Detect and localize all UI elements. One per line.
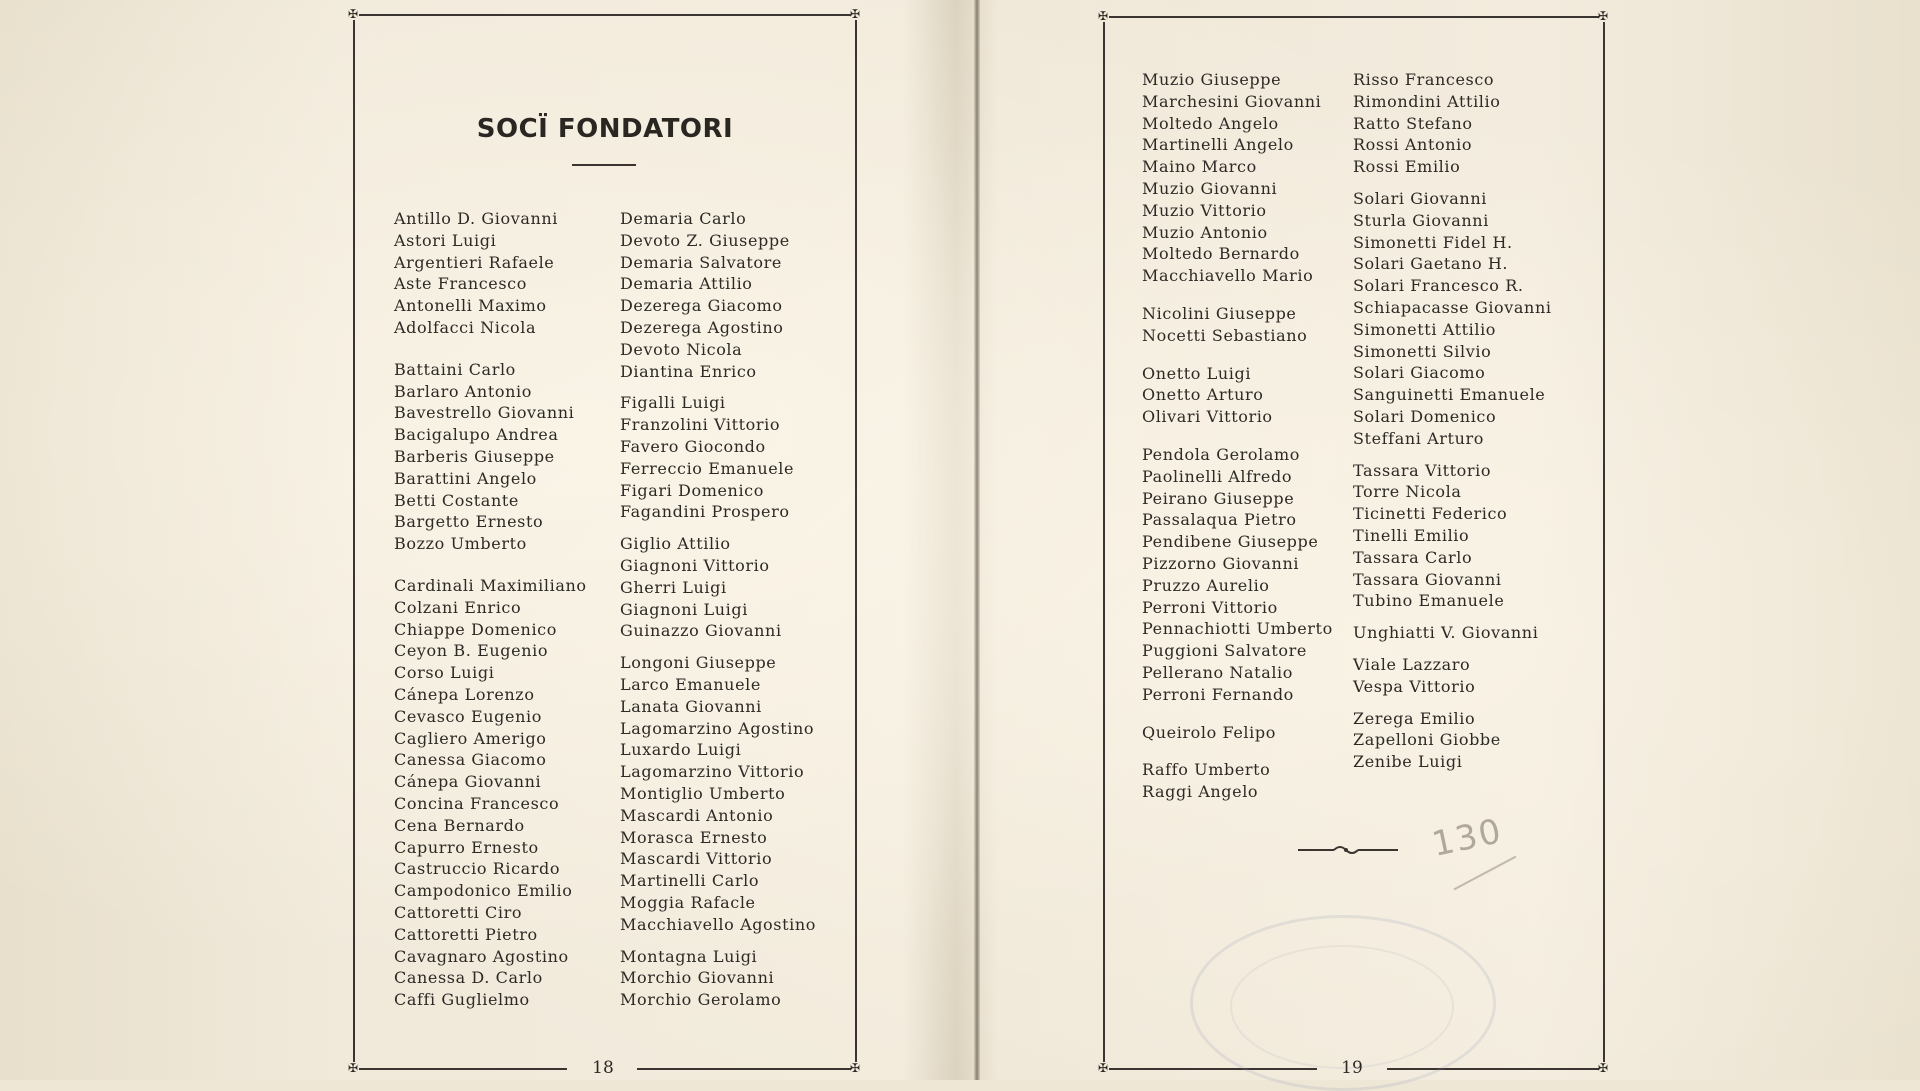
member-name: Barberis Giuseppe	[394, 446, 555, 466]
member-name: Devoto Nicola	[620, 339, 743, 359]
member-name: Solari Gaetano H.	[1353, 254, 1509, 274]
name-group	[620, 652, 816, 935]
member-name: Puggioni Salvatore	[1142, 641, 1307, 661]
member-name: Rimondini Attilio	[1353, 91, 1501, 111]
member-name: Colzani Enrico	[394, 597, 522, 617]
corner-ornament-icon: ✠	[849, 1061, 861, 1075]
member-name: Bargetto Ernesto	[394, 512, 544, 532]
member-name: Perroni Vittorio	[1142, 597, 1278, 617]
name-column	[394, 208, 587, 1031]
member-name: Moggia Rafacle	[620, 892, 756, 912]
member-name: Adolfacci Nicola	[394, 317, 537, 337]
frame-bottom-rule-left	[359, 1068, 567, 1070]
member-name: Muzio Vittorio	[1142, 200, 1267, 220]
name-group	[620, 392, 816, 523]
member-name: Simonetti Attilio	[1353, 319, 1497, 339]
name-group	[1142, 69, 1333, 287]
member-name: Cena Bernardo	[394, 815, 525, 835]
member-name: Mascardi Vittorio	[620, 849, 773, 869]
member-name: Steffani Arturo	[1353, 428, 1484, 448]
member-name: Morchio Giovanni	[620, 968, 775, 988]
member-name: Muzio Antonio	[1142, 222, 1268, 242]
member-name: Sanguinetti Emanuele	[1353, 385, 1546, 405]
frame-top-rule	[359, 14, 851, 16]
member-name: Morasca Ernesto	[620, 827, 768, 847]
member-name: Diantina Enrico	[620, 361, 757, 381]
member-name: Canessa D. Carlo	[394, 968, 543, 988]
member-name: Antonelli Maximo	[394, 296, 547, 316]
member-name: Bozzo Umberto	[394, 534, 527, 554]
member-name: Passalaqua Pietro	[1142, 510, 1297, 530]
member-name: Barlaro Antonio	[394, 381, 532, 401]
member-name: Muzio Giovanni	[1142, 178, 1278, 198]
member-name: Pruzzo Aurelio	[1142, 575, 1270, 595]
member-name: Solari Domenico	[1353, 406, 1497, 426]
member-name: Demaria Attilio	[620, 274, 753, 294]
member-name: Mascardi Antonio	[620, 805, 774, 825]
member-name: Dezerega Agostino	[620, 317, 784, 337]
member-name: Raffo Umberto	[1142, 760, 1271, 780]
member-name: Tinelli Emilio	[1353, 525, 1470, 545]
member-name: Cagliero Amerigo	[394, 728, 547, 748]
member-name: Caffi Guglielmo	[394, 990, 530, 1010]
member-name: Devoto Z. Giuseppe	[620, 230, 790, 250]
member-name: Nocetti Sebastiano	[1142, 325, 1308, 345]
name-group	[1142, 303, 1333, 347]
member-name: Corso Luigi	[394, 663, 495, 683]
member-name: Betti Costante	[394, 490, 519, 510]
name-group	[620, 946, 816, 1011]
member-name: Pendola Gerolamo	[1142, 444, 1301, 464]
name-group	[1353, 460, 1552, 613]
member-name: Sturla Giovanni	[1353, 210, 1489, 230]
member-name: Guinazzo Giovanni	[620, 621, 782, 641]
page-title: SOCÏ FONDATORI	[476, 114, 734, 144]
member-name: Maino Marco	[1142, 157, 1257, 177]
member-name: Paolinelli Alfredo	[1142, 466, 1293, 486]
member-name: Macchiavello Mario	[1142, 266, 1314, 286]
member-name: Ceyon B. Eugenio	[394, 641, 549, 661]
member-name: Martinelli Angelo	[1142, 135, 1294, 155]
member-name: Queirolo Felipo	[1142, 722, 1276, 742]
corner-ornament-icon: ✠	[1597, 1061, 1609, 1075]
member-name: Cattoretti Pietro	[394, 924, 538, 944]
member-name: Lanata Giovanni	[620, 696, 762, 716]
member-name: Luxardo Luigi	[620, 740, 742, 760]
member-name: Giagnoni Luigi	[620, 599, 748, 619]
member-name: Larco Emanuele	[620, 674, 761, 694]
member-name: Cevasco Eugenio	[394, 706, 542, 726]
member-name: Perroni Fernando	[1142, 684, 1294, 704]
member-name: Ratto Stefano	[1353, 113, 1473, 133]
member-name: Rossi Antonio	[1353, 135, 1473, 155]
corner-ornament-icon: ✠	[347, 7, 359, 21]
member-name: Zenibe Luigi	[1353, 752, 1463, 772]
member-name: Pizzorno Giovanni	[1142, 553, 1300, 573]
member-name: Torre Nicola	[1353, 482, 1462, 502]
name-column	[1142, 69, 1333, 819]
member-name: Marchesini Giovanni	[1142, 91, 1322, 111]
name-group	[1353, 708, 1552, 773]
member-name: Cattoretti Ciro	[394, 902, 523, 922]
member-name: Pellerano Natalio	[1142, 662, 1294, 682]
name-group	[1353, 69, 1552, 178]
name-group	[620, 533, 816, 642]
member-name: Antillo D. Giovanni	[394, 209, 559, 228]
member-name: Moltedo Angelo	[1142, 113, 1279, 133]
member-name: Zerega Emilio	[1353, 708, 1476, 728]
name-group	[1142, 444, 1333, 706]
member-name: Giglio Attilio	[620, 534, 731, 554]
member-name: Raggi Angelo	[1142, 782, 1259, 802]
member-name: Cavagnaro Agostino	[394, 946, 569, 966]
member-name: Capurro Ernesto	[394, 837, 539, 857]
member-name: Montagna Luigi	[620, 946, 758, 966]
member-name: Astori Luigi	[394, 230, 497, 250]
name-group	[1142, 363, 1333, 428]
member-name: Solari Francesco R.	[1353, 276, 1524, 296]
faded-stamp-inner	[1230, 945, 1454, 1069]
member-name: Demaria Salvatore	[620, 252, 782, 272]
member-name: Bavestrello Giovanni	[394, 403, 575, 423]
book-gutter	[974, 0, 980, 1080]
member-name: Macchiavello Agostino	[620, 914, 816, 934]
frame-right-rule	[1603, 22, 1605, 1062]
member-name: Figari Domenico	[620, 480, 764, 500]
frame-left-rule	[353, 20, 355, 1062]
member-name: Longoni Giuseppe	[620, 653, 777, 673]
page-number-right: 19	[1341, 1058, 1363, 1078]
frame-top-rule	[1109, 16, 1599, 18]
member-name: Pennachiotti Umberto	[1142, 619, 1333, 639]
member-name: Cardinali Maximiliano	[394, 575, 587, 595]
member-name: Simonetti Silvio	[1353, 341, 1492, 361]
member-name: Muzio Giuseppe	[1142, 70, 1282, 89]
member-name: Solari Giovanni	[1353, 188, 1487, 208]
corner-ornament-icon: ✠	[849, 7, 861, 21]
member-name: Morchio Gerolamo	[620, 990, 782, 1010]
frame-left-rule	[1103, 22, 1105, 1062]
member-name: Barattini Angelo	[394, 468, 537, 488]
member-name: Canessa Giacomo	[394, 750, 547, 770]
member-name: Onetto Luigi	[1142, 363, 1252, 383]
corner-ornament-icon: ✠	[1597, 9, 1609, 23]
name-group	[1142, 759, 1333, 803]
corner-ornament-icon: ✠	[347, 1061, 359, 1075]
member-name: Vespa Vittorio	[1353, 676, 1476, 696]
name-column	[620, 208, 816, 1021]
member-name: Viale Lazzaro	[1353, 654, 1471, 674]
member-name: Onetto Arturo	[1142, 385, 1264, 405]
member-name: Solari Giacomo	[1353, 363, 1486, 383]
member-name: Demaria Carlo	[620, 209, 747, 228]
member-name: Aste Francesco	[394, 274, 527, 294]
member-name: Tassara Carlo	[1353, 547, 1473, 567]
member-name: Campodonico Emilio	[394, 881, 573, 901]
page-number-left: 18	[592, 1058, 614, 1078]
end-ornament-icon	[1298, 844, 1398, 856]
name-group	[394, 359, 587, 555]
corner-ornament-icon: ✠	[1097, 1061, 1109, 1075]
frame-bottom-rule-right	[637, 1068, 851, 1070]
member-name: Lagomarzino Agostino	[620, 718, 815, 738]
member-name: Argentieri Rafaele	[394, 252, 555, 272]
member-name: Tassara Giovanni	[1353, 569, 1502, 589]
member-name: Bacigalupo Andrea	[394, 425, 559, 445]
member-name: Tassara Vittorio	[1353, 460, 1492, 480]
member-name: Battaini Carlo	[394, 359, 516, 379]
member-name: Giagnoni Vittorio	[620, 555, 770, 575]
name-group	[1353, 654, 1552, 698]
name-group	[1353, 622, 1552, 644]
member-name: Schiapacasse Giovanni	[1353, 297, 1552, 317]
member-name: Olivari Vittorio	[1142, 407, 1273, 427]
member-name: Lagomarzino Vittorio	[620, 762, 805, 782]
member-name: Simonetti Fidel H.	[1353, 232, 1513, 252]
handwritten-note: 130	[1428, 811, 1507, 865]
member-name: Moltedo Bernardo	[1142, 244, 1300, 264]
title-underline	[572, 164, 636, 166]
member-name: Cánepa Lorenzo	[394, 684, 535, 704]
member-name: Rossi Emilio	[1353, 157, 1461, 177]
member-name: Favero Giocondo	[620, 436, 766, 456]
member-name: Montiglio Umberto	[620, 783, 786, 803]
member-name: Fagandini Prospero	[620, 502, 790, 522]
name-group	[394, 575, 587, 1011]
member-name: Peirano Giuseppe	[1142, 488, 1295, 508]
name-column	[1353, 69, 1552, 783]
member-name: Martinelli Carlo	[620, 871, 760, 891]
member-name: Cánepa Giovanni	[394, 772, 542, 792]
member-name: Risso Francesco	[1353, 70, 1495, 89]
name-group	[1142, 722, 1333, 744]
member-name: Franzolini Vittorio	[620, 415, 781, 435]
name-group	[394, 208, 587, 339]
member-name: Concina Francesco	[394, 793, 560, 813]
member-name: Gherri Luigi	[620, 577, 727, 597]
member-name: Chiappe Domenico	[394, 619, 557, 639]
name-group	[620, 208, 816, 382]
member-name: Castruccio Ricardo	[394, 859, 561, 879]
member-name: Tubino Emanuele	[1353, 591, 1505, 611]
member-name: Ferreccio Emanuele	[620, 458, 795, 478]
corner-ornament-icon: ✠	[1097, 9, 1109, 23]
name-group	[1353, 188, 1552, 450]
member-name: Nicolini Giuseppe	[1142, 303, 1297, 323]
member-name: Zapelloni Giobbe	[1353, 730, 1501, 750]
member-name: Figalli Luigi	[620, 393, 726, 413]
member-name: Dezerega Giacomo	[620, 296, 783, 316]
member-name: Pendibene Giuseppe	[1142, 532, 1319, 552]
member-name: Unghiatti V. Giovanni	[1353, 623, 1539, 643]
member-name: Ticinetti Federico	[1353, 504, 1508, 524]
frame-right-rule	[855, 20, 857, 1062]
